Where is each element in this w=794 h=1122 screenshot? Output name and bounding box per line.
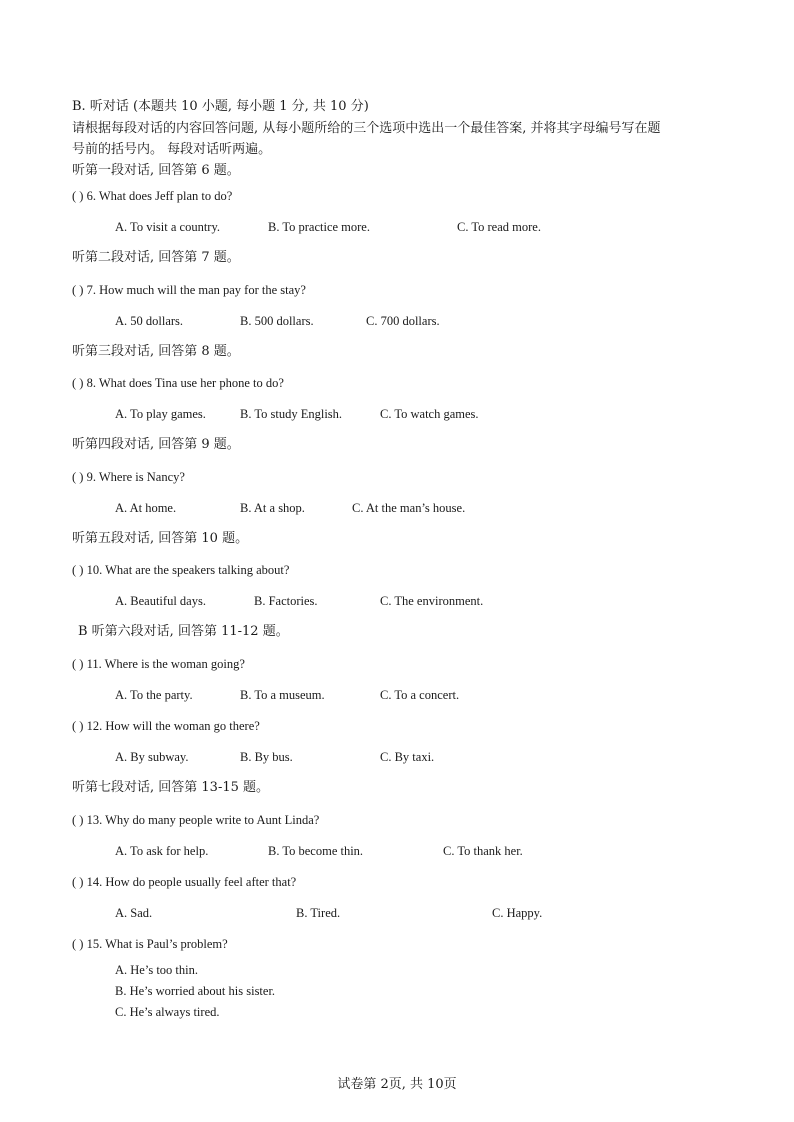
dialogue-3-heading: 听第三段对话, 回答第 8 题。	[72, 344, 240, 359]
dialogue-4-heading: 听第四段对话, 回答第 9 题。	[72, 437, 240, 452]
dialogue-7-heading: 听第七段对话, 回答第 13-15 题。	[72, 780, 270, 795]
question-7-option-a[interactable]: A. 50 dollars.	[115, 314, 184, 328]
question-15-option-b[interactable]: B. He’s worried about his sister.	[115, 984, 276, 998]
question-15-option-c[interactable]: C. He’s always tired.	[115, 1005, 220, 1019]
question-10-option-c[interactable]: C. The environment.	[380, 594, 484, 608]
question-12-stem: ( ) 12. How will the woman go there?	[72, 719, 260, 733]
section-title: B. 听对话 (本题共 10 小题, 每小题 1 分, 共 10 分)	[72, 99, 369, 114]
question-7-option-c[interactable]: C. 700 dollars.	[366, 314, 440, 328]
question-12-option-a[interactable]: A. By subway.	[115, 750, 189, 764]
instruction-line-2: 号前的括号内。 每段对话听两遍。	[72, 142, 272, 157]
question-9-stem: ( ) 9. Where is Nancy?	[72, 470, 185, 484]
question-6-stem: ( ) 6. What does Jeff plan to do?	[72, 189, 233, 203]
question-9-option-c[interactable]: C. At the man’s house.	[352, 501, 466, 515]
question-7-option-b[interactable]: B. 500 dollars.	[240, 314, 314, 328]
question-8-option-a[interactable]: A. To play games.	[115, 407, 206, 421]
question-6-option-c[interactable]: C. To read more.	[457, 220, 541, 234]
page-footer: 试卷第 2页, 共 10页	[337, 1077, 457, 1092]
question-10-option-a[interactable]: A. Beautiful days.	[115, 594, 206, 608]
question-14-option-c[interactable]: C. Happy.	[492, 906, 543, 920]
question-8-option-c[interactable]: C. To watch games.	[380, 407, 479, 421]
dialogue-1-heading: 听第一段对话, 回答第 6 题。	[72, 163, 240, 178]
question-13-stem: ( ) 13. Why do many people write to Aunt Linda?	[72, 813, 320, 827]
instruction-line-1: 请根据每段对话的内容回答问题, 从每小题所给的三个选项中选出一个最佳答案, 并将其字母编号写在题	[72, 121, 661, 136]
question-14-stem: ( ) 14. How do people usually feel after that?	[72, 875, 297, 889]
question-11-option-c[interactable]: C. To a concert.	[380, 688, 460, 702]
question-10-option-b[interactable]: B. Factories.	[254, 594, 318, 608]
question-15-option-a[interactable]: A. He’s too thin.	[115, 963, 198, 977]
question-9-option-b[interactable]: B. At a shop.	[240, 501, 305, 515]
question-13-option-c[interactable]: C. To thank her.	[443, 844, 523, 858]
question-11-option-b[interactable]: B. To a museum.	[240, 688, 325, 702]
question-6-option-b[interactable]: B. To practice more.	[268, 220, 370, 234]
question-8-option-b[interactable]: B. To study English.	[240, 407, 343, 421]
question-13-option-b[interactable]: B. To become thin.	[268, 844, 364, 858]
dialogue-2-heading: 听第二段对话, 回答第 7 题。	[72, 250, 240, 265]
question-14-option-a[interactable]: A. Sad.	[115, 906, 153, 920]
question-11-stem: ( ) 11. Where is the woman going?	[72, 657, 245, 671]
question-15-stem: ( ) 15. What is Paul’s problem?	[72, 937, 228, 951]
question-9-option-a[interactable]: A. At home.	[115, 501, 177, 515]
question-6-option-a[interactable]: A. To visit a country.	[115, 220, 221, 234]
question-12-option-c[interactable]: C. By taxi.	[380, 750, 435, 764]
question-10-stem: ( ) 10. What are the speakers talking about?	[72, 563, 290, 577]
question-8-stem: ( ) 8. What does Tina use her phone to do?	[72, 376, 284, 390]
question-14-option-b[interactable]: B. Tired.	[296, 906, 341, 920]
dialogue-5-heading: 听第五段对话, 回答第 10 题。	[72, 531, 249, 546]
question-12-option-b[interactable]: B. By bus.	[240, 750, 293, 764]
dialogue-6-heading: B 听第六段对话, 回答第 11-12 题。	[78, 624, 289, 639]
question-7-stem: ( ) 7. How much will the man pay for the stay?	[72, 283, 306, 297]
question-13-option-a[interactable]: A. To ask for help.	[115, 844, 209, 858]
question-11-option-a[interactable]: A. To the party.	[115, 688, 193, 702]
